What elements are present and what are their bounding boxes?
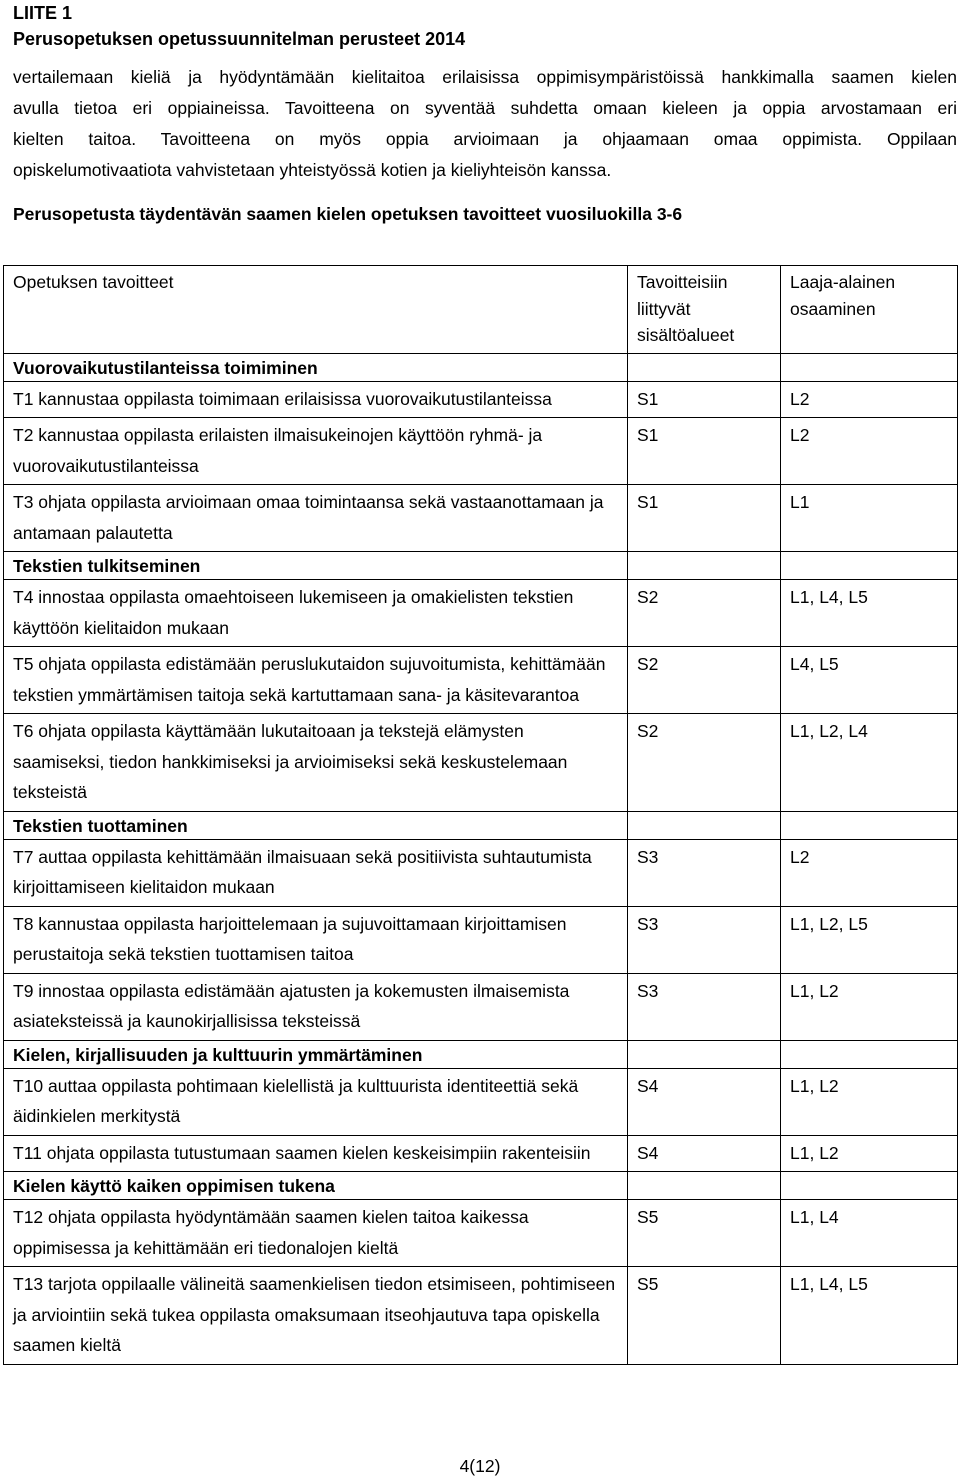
category-row [4, 353, 958, 381]
intro-line: vertailemaan kieliä ja hyödyntämään kielitaitoa erilaisissa oppimisympäristöissä hankkimalla saamen kielen [13, 67, 957, 87]
competence-cell: L1 [781, 485, 958, 552]
table-row [4, 1267, 958, 1365]
competence-cell: L1, L2, L4 [781, 714, 958, 812]
goal-cell: T10 auttaa oppilasta pohtimaan kielellistä ja kulttuurista identiteettiä sekä äidinkielen merkitystä [4, 1068, 628, 1135]
table-row [4, 714, 958, 812]
category-heading: Vuorovaikutustilanteissa toimiminen [4, 353, 628, 381]
category-row [4, 552, 958, 580]
table-row [4, 973, 958, 1040]
goals-table [3, 265, 958, 1365]
goal-cell: T11 ohjata oppilasta tutustumaan saamen kielen keskeisimpiin rakenteisiin [4, 1135, 628, 1172]
goal-cell: T9 innostaa oppilasta edistämään ajatusten ja kokemusten ilmaisemista asiateksteissä ja kaunokirjallisissa teksteissä [4, 973, 628, 1040]
competence-cell: L4, L5 [781, 647, 958, 714]
category-heading: Kielen käyttö kaiken oppimisen tukena [4, 1172, 628, 1200]
content-area-cell: S1 [628, 485, 781, 552]
goal-cell: T12 ohjata oppilasta hyödyntämään saamen kielen taitoa kaikessa oppimisessa ja kehittämään eri tiedonalojen kieltä [4, 1200, 628, 1267]
page-header [13, 0, 465, 52]
goal-cell: T3 ohjata oppilasta arvioimaan omaa toimintaansa sekä vastaanottamaan ja antamaan palautetta [4, 485, 628, 552]
content-area-cell: S2 [628, 647, 781, 714]
content-area-cell: S2 [628, 714, 781, 812]
empty-cell [628, 353, 781, 381]
header-goals: Opetuksen tavoitteet [4, 266, 628, 354]
header-competence: Laaja-alainen osaaminen [781, 266, 958, 354]
intro-line: kielten taitoa. Tavoitteena on myös oppia arvioimaan ja ohjaamaan omaa oppimista. Oppilaan [13, 129, 957, 149]
goal-cell: T1 kannustaa oppilasta toimimaan erilaisissa vuorovaikutustilanteissa [4, 381, 628, 418]
table-row [4, 580, 958, 647]
table-row [4, 418, 958, 485]
competence-cell: L1, L2 [781, 1135, 958, 1172]
intro-line: opiskelumotivaatiota vahvistetaan yhteistyössä kotien ja kieliyhteisön kanssa. [13, 160, 612, 180]
goal-cell: T6 ohjata oppilasta käyttämään lukutaitoaan ja tekstejä elämysten saamiseksi, tiedon hankkimiseksi ja arvioimiseksi sekä keskustelemaan teksteistä [4, 714, 628, 812]
table-row [4, 839, 958, 906]
empty-cell [781, 353, 958, 381]
empty-cell [628, 552, 781, 580]
goal-cell: T7 auttaa oppilasta kehittämään ilmaisuaan sekä positiivista suhtautumista kirjoittamiseen kielitaidon mukaan [4, 839, 628, 906]
empty-cell [628, 811, 781, 839]
category-row [4, 1172, 958, 1200]
empty-cell [781, 811, 958, 839]
table-row [4, 647, 958, 714]
category-heading: Tekstien tuottaminen [4, 811, 628, 839]
table-row [4, 1068, 958, 1135]
empty-cell [628, 1040, 781, 1068]
goal-cell: T5 ohjata oppilasta edistämään peruslukutaidon sujuvoitumista, kehittämään tekstien ymmärtämisen taitoja sekä kartuttamaan sana- ja käsitevarantoa [4, 647, 628, 714]
category-row [4, 811, 958, 839]
competence-cell: L1, L4 [781, 1200, 958, 1267]
content-area-cell: S2 [628, 580, 781, 647]
section-title: Perusopetusta täydentävän saamen kielen opetuksen tavoitteet vuosiluokilla 3-6 [13, 204, 683, 224]
table-row [4, 906, 958, 973]
competence-cell: L2 [781, 839, 958, 906]
content-area-cell: S3 [628, 839, 781, 906]
table-row [4, 485, 958, 552]
intro-line: avulla tietoa eri oppiaineissa. Tavoitteena on syventää suhdetta omaan kieleen ja oppia arvostamaan eri [13, 98, 957, 118]
competence-cell: L1, L2, L5 [781, 906, 958, 973]
table-header-row [4, 266, 958, 354]
page-number: 4(12) [459, 1456, 501, 1476]
competence-cell: L2 [781, 381, 958, 418]
document-title: Perusopetuksen opetussuunnitelman perusteet 2014 [13, 29, 466, 49]
category-row [4, 1040, 958, 1068]
content-area-cell: S4 [628, 1135, 781, 1172]
goal-cell: T13 tarjota oppilaalle välineitä saamenkielisen tiedon etsimiseen, pohtimiseen ja arviointiin sekä tukea oppilasta omaksumaan itseohjautuva tapa opiskella saamen kieltä [4, 1267, 628, 1365]
empty-cell [781, 552, 958, 580]
competence-cell: L2 [781, 418, 958, 485]
goal-cell: T2 kannustaa oppilasta erilaisten ilmaisukeinojen käyttöön ryhmä- ja vuorovaikutustilanteissa [4, 418, 628, 485]
content-area-cell: S5 [628, 1267, 781, 1365]
content-area-cell: S1 [628, 418, 781, 485]
content-area-cell: S4 [628, 1068, 781, 1135]
goal-cell: T8 kannustaa oppilasta harjoittelemaan ja sujuvoittamaan kirjoittamisen perustaitoja sekä tekstien tuottamisen taitoa [4, 906, 628, 973]
competence-cell: L1, L2 [781, 1068, 958, 1135]
appendix-label: LIITE 1 [13, 3, 73, 23]
category-heading: Kielen, kirjallisuuden ja kulttuurin ymmärtäminen [4, 1040, 628, 1068]
empty-cell [781, 1040, 958, 1068]
competence-cell: L1, L4, L5 [781, 1267, 958, 1365]
header-content-areas: Tavoitteisiin liittyvät sisältöalueet [628, 266, 781, 354]
competence-cell: L1, L2 [781, 973, 958, 1040]
content-area-cell: S1 [628, 381, 781, 418]
empty-cell [628, 1172, 781, 1200]
intro-paragraph [13, 62, 957, 186]
table-row [4, 381, 958, 418]
category-heading: Tekstien tulkitseminen [4, 552, 628, 580]
content-area-cell: S3 [628, 906, 781, 973]
goal-cell: T4 innostaa oppilasta omaehtoiseen lukemiseen ja omakielisten tekstien käyttöön kielitaidon mukaan [4, 580, 628, 647]
empty-cell [781, 1172, 958, 1200]
table-row [4, 1135, 958, 1172]
content-area-cell: S3 [628, 973, 781, 1040]
competence-cell: L1, L4, L5 [781, 580, 958, 647]
table-row [4, 1200, 958, 1267]
content-area-cell: S5 [628, 1200, 781, 1267]
